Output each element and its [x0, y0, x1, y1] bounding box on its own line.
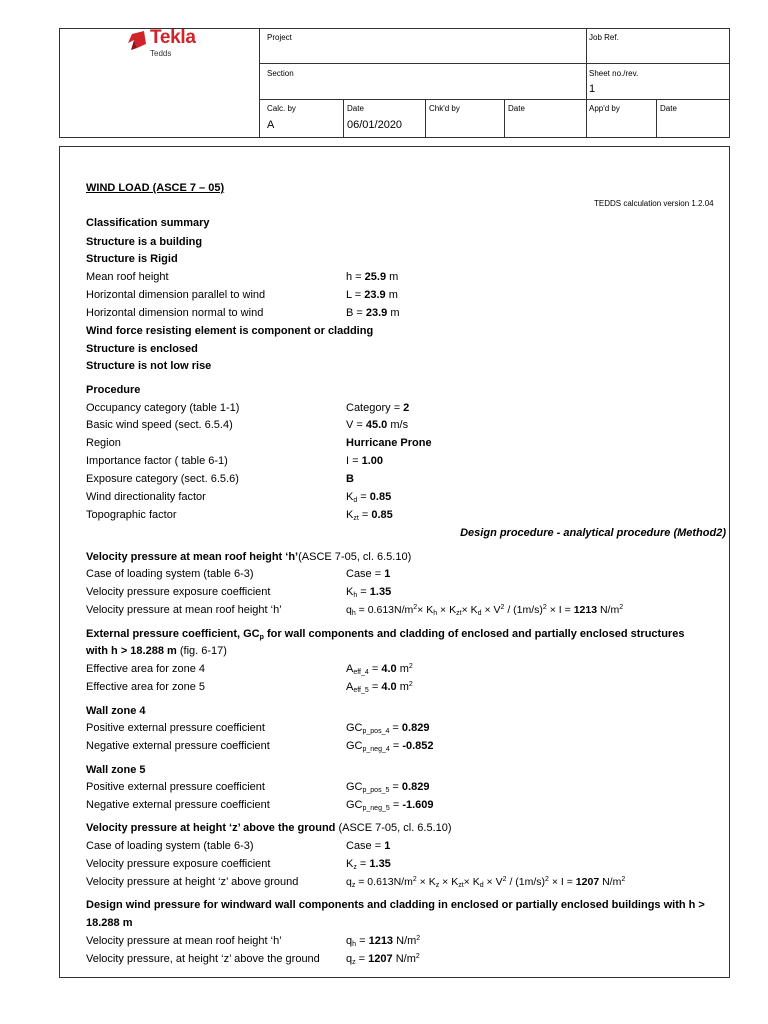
region-value: Hurricane Prone	[346, 437, 432, 449]
design-qz-value: $q_z = 1207$ $N/m^2$	[346, 953, 420, 966]
zone5-pos-value: $GC_{p\_pos\_5} = 0.829$	[346, 781, 430, 794]
dim-parallel-label: Horizontal dimension parallel to wind	[86, 289, 266, 301]
zone5-neg-label: Negative external pressure coefficient	[86, 799, 270, 811]
divider	[259, 29, 260, 137]
zone4-pos-label: Positive external pressure coefficient	[86, 722, 265, 734]
wind-speed-value: V = 45.0 m/s	[346, 419, 409, 431]
wind-speed-label: Basic wind speed (sect. 6.5.4)	[86, 419, 233, 431]
design-qh-value: $q_h = 1213$ $N/m^2$	[346, 935, 421, 948]
qh-formula: $q_h = 0.613N/m^2\times K_h \times K_{zt}\times K_d \times V^2 / (1m/s)^2 \times I = 1213$ $N/m^2$	[346, 604, 624, 617]
date2-label: Date	[508, 104, 525, 113]
tekla-logo-icon	[128, 31, 150, 51]
version-text: TEDDS calculation version 1.2.04	[594, 199, 714, 208]
directionality-value: $K_d = 0.85$	[346, 491, 392, 504]
vp-mean-heading: Velocity pressure at mean roof height ‘h’(ASCE 7-05, cl. 6.5.10)	[86, 551, 412, 563]
divider	[259, 99, 730, 100]
calc-by-value: A	[267, 119, 275, 131]
topographic-value: $K_{zt} = 0.85$	[346, 509, 393, 522]
design-qh-label: Velocity pressure at mean roof height ‘h’	[86, 935, 282, 947]
mean-roof-height-label: Mean roof height	[86, 271, 169, 283]
dim-parallel-value: L = 23.9 m	[346, 289, 398, 301]
design-qz-label: Velocity pressure, at height ‘z’ above the ground	[86, 953, 320, 965]
section-label: Section	[267, 69, 294, 78]
chkd-by-label: Chk'd by	[429, 104, 460, 113]
area-zone5-label: Effective area for zone 5	[86, 681, 206, 693]
exposure-label: Exposure category (sect. 6.5.6)	[86, 473, 239, 485]
importance-value: I = 1.00	[346, 455, 384, 467]
zone4-pos-value: $GC_{p\_pos\_4} = 0.829$	[346, 722, 430, 735]
doc-title: WIND LOAD (ASCE 7 – 05)	[86, 182, 225, 194]
structure-not-low-rise: Structure is not low rise	[86, 360, 212, 372]
zone4-neg-label: Negative external pressure coefficient	[86, 740, 270, 752]
sheet-label: Sheet no./rev.	[589, 69, 639, 78]
logo-subtext: Tedds	[150, 49, 172, 58]
qz-formula: $q_z = 0.613N/m^2 \times K_z \times K_{zt}\times K_d \times V^2 / (1m/s)^2 \times I = 1207$ $N/m^2$	[346, 876, 626, 889]
procedure-heading: Procedure	[86, 384, 141, 396]
element-type: Wind force resisting element is component or cladding	[86, 325, 374, 337]
job-ref-label: Job Ref.	[589, 33, 619, 42]
area-zone4-value: $A_{eff\_4} = 4.0$ $m^2$	[346, 663, 413, 676]
vp-z-heading: Velocity pressure at height ‘z’ above the ground (ASCE 7-05, cl. 6.5.10)	[86, 822, 452, 834]
ext-pressure-heading-line2: with h > 18.288 m (fig. 6-17)	[86, 645, 227, 657]
zone4-heading: Wall zone 4	[86, 705, 146, 717]
qz-label: Velocity pressure at height ‘z’ above ground	[86, 876, 299, 888]
mean-roof-height-value: h = 25.9 m	[346, 271, 399, 283]
project-label: Project	[267, 33, 292, 42]
divider	[259, 63, 730, 64]
dim-normal-label: Horizontal dimension normal to wind	[86, 307, 264, 319]
qh-label: Velocity pressure at mean roof height ‘h’	[86, 604, 282, 616]
zone4-neg-value: $GC_{p\_neg\_4} = -0.852$	[346, 740, 434, 753]
logo-text: Tekla	[150, 27, 196, 48]
area-zone5-value: $A_{eff\_5} = 4.0$ $m^2$	[346, 681, 413, 694]
classification-heading: Classification summary	[86, 217, 210, 229]
directionality-label: Wind directionality factor	[86, 491, 206, 503]
zone5-neg-value: $GC_{p\_neg\_5} = -1.609$	[346, 799, 434, 812]
date-label: Date	[347, 104, 364, 113]
design-heading: Design wind pressure for windward wall components and cladding in enclosed or partially enclosed buildings with h >	[86, 899, 705, 911]
occupancy-value: Category = 2	[346, 402, 410, 414]
structure-building: Structure is a building	[86, 236, 203, 248]
kh-value: $K_h = 1.35$	[346, 586, 392, 599]
kh-label: Velocity pressure exposure coefficient	[86, 586, 271, 598]
zone5-pos-label: Positive external pressure coefficient	[86, 781, 265, 793]
divider	[343, 99, 344, 137]
divider	[656, 99, 657, 137]
date3-label: Date	[660, 104, 677, 113]
sheet-value: 1	[589, 83, 596, 95]
area-zone4-label: Effective area for zone 4	[86, 663, 206, 675]
calc-by-label: Calc. by	[267, 104, 296, 113]
importance-label: Importance factor ( table 6-1)	[86, 455, 228, 467]
topographic-label: Topographic factor	[86, 509, 177, 521]
kz-label: Velocity pressure exposure coefficient	[86, 858, 271, 870]
divider	[586, 29, 587, 137]
vp-z-case-value: Case = 1	[346, 840, 391, 852]
region-label: Region	[86, 437, 121, 449]
occupancy-label: Occupancy category (table 1-1)	[86, 402, 240, 414]
divider	[504, 99, 505, 137]
tekla-logo	[128, 29, 208, 59]
dim-normal-value: B = 23.9 m	[346, 307, 400, 319]
vp-z-case-label: Case of loading system (table 6-3)	[86, 840, 254, 852]
exposure-value: B	[346, 473, 354, 485]
date-value: 06/01/2020	[347, 119, 403, 131]
case-loading-label: Case of loading system (table 6-3)	[86, 568, 254, 580]
zone5-heading: Wall zone 5	[86, 764, 146, 776]
kz-value: $K_z = 1.35$	[346, 858, 391, 871]
appd-by-label: App'd by	[589, 104, 620, 113]
structure-rigid: Structure is Rigid	[86, 253, 178, 265]
case-loading-value: Case = 1	[346, 568, 391, 580]
ext-pressure-heading: External pressure coefficient, $GC_p$ for wall components and cladding of enclosed and partially enclosed structures	[86, 628, 685, 641]
structure-enclosed: Structure is enclosed	[86, 343, 198, 355]
design-procedure-note: Design procedure - analytical procedure (Method2)	[460, 527, 726, 539]
divider	[425, 99, 426, 137]
design-heading-line2: 18.288 m	[86, 917, 133, 929]
